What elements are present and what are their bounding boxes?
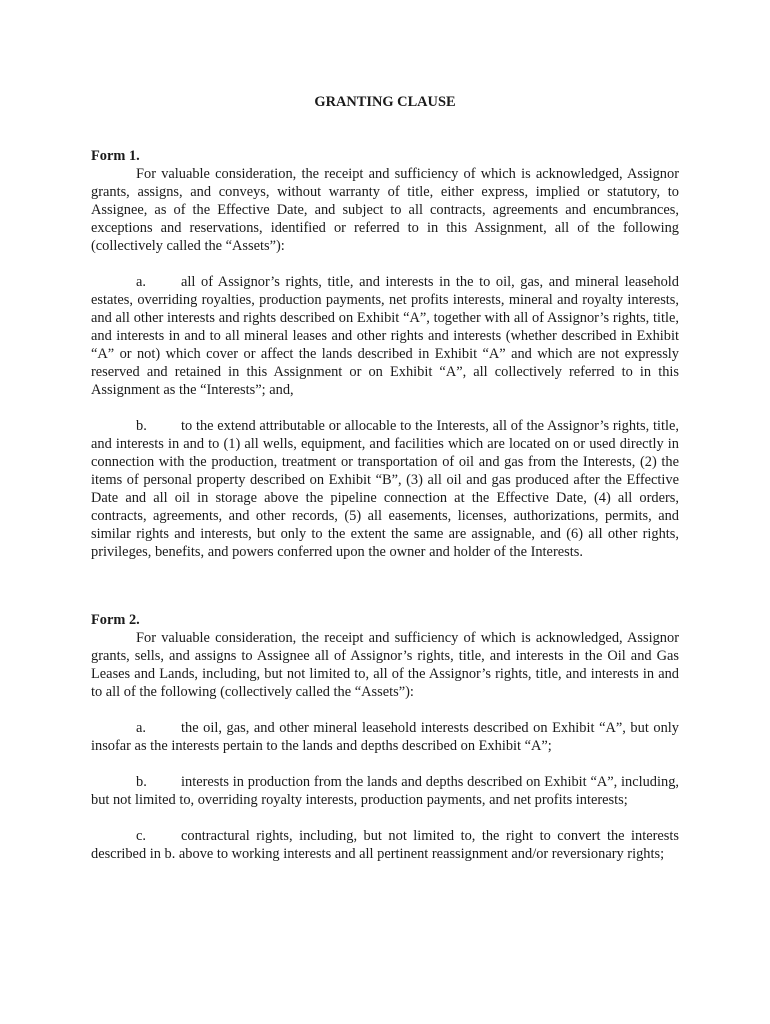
item-text: to the extend attributable or allocable to the Interests, all of the Assignor’s rights, title, and interests in and to (1) all wells, equipment, and facilities which are located on or used directly in connection with the production, treatment or transportation of oil and gas from the Interests, (2) the items of personal property described on Exhibit “B”, (3) all oil and gas produced after the Effective Date and all oil in storage above the pipeline connection at the Effective Date, (4) all orders, contracts, agreements, and other records, (5) all easements, licenses, authorizations, permits, and similar rights and interests, but only to the extent the same are assignable, and (6) all other rights, privileges, benefits, and powers conferred upon the owner and holder of the Interests.	[91, 418, 679, 560]
item-text: interests in production from the lands and depths described on Exhibit “A”, including, but not limited to, overriding royalty interests, production payments, and net profits interests;	[91, 774, 679, 808]
form-2-item-c	[91, 827, 679, 863]
form-2-intro: For valuable consideration, the receipt and sufficiency of which is acknowledged, Assignor grants, sells, and assigns to Assignee all of Assignor’s rights, title, and interests in the Oil and Gas Leases and Lands, including, but not limited to, all of the Assignor’s rights, title, and interests in and to all of the following (collectively called the “Assets”):	[91, 630, 679, 700]
form-1-item-a	[91, 273, 679, 399]
item-text: all of Assignor’s rights, title, and interests in the to oil, gas, and mineral leasehold estates, overriding royalties, production payments, net profits interests, mineral and royalty interests, and all other interests and rights described on Exhibit “A”, together with all of Assignor’s rights, title, and interests in and to all mineral leases and other rights and interests (whether described in Exhibit “A” or not) which cover or affect the lands described in Exhibit “A” and which are not expressly reserved and retained in this Assignment or on Exhibit “A”, all collectively referred to in this Assignment as the “Interests”; and,	[91, 274, 679, 398]
item-text: contractural rights, including, but not limited to, the right to convert the interests described in b. above to working interests and all pertinent reassignment and/or reversionary rights;	[91, 828, 679, 862]
item-marker: a.	[136, 720, 146, 736]
item-marker: a.	[136, 274, 146, 290]
form-2-item-b	[91, 773, 679, 809]
form-2-section	[91, 611, 679, 863]
form-2-label: Form 2.	[91, 612, 140, 628]
form-1-label: Form 1.	[91, 148, 140, 164]
form-1-intro: For valuable consideration, the receipt and sufficiency of which is acknowledged, Assignor grants, assigns, and conveys, without warranty of title, either express, implied or statutory, to Assignee, as of the Effective Date, and subject to all contracts, agreements and encumbrances, exceptions and reservations, identified or referred to in this Assignment, all of the following (collectively called the “Assets”):	[91, 166, 679, 254]
item-text: the oil, gas, and other mineral leasehold interests described on Exhibit “A”, but only insofar as the interests pertain to the lands and depths described on Exhibit “A”;	[91, 720, 679, 754]
document-title: GRANTING CLAUSE	[314, 94, 456, 110]
item-marker: b.	[136, 418, 147, 434]
form-1-item-b	[91, 417, 679, 561]
form-1-section	[91, 147, 679, 561]
item-marker: b.	[136, 774, 147, 790]
form-2-item-a	[91, 719, 679, 755]
item-marker: c.	[136, 828, 146, 844]
